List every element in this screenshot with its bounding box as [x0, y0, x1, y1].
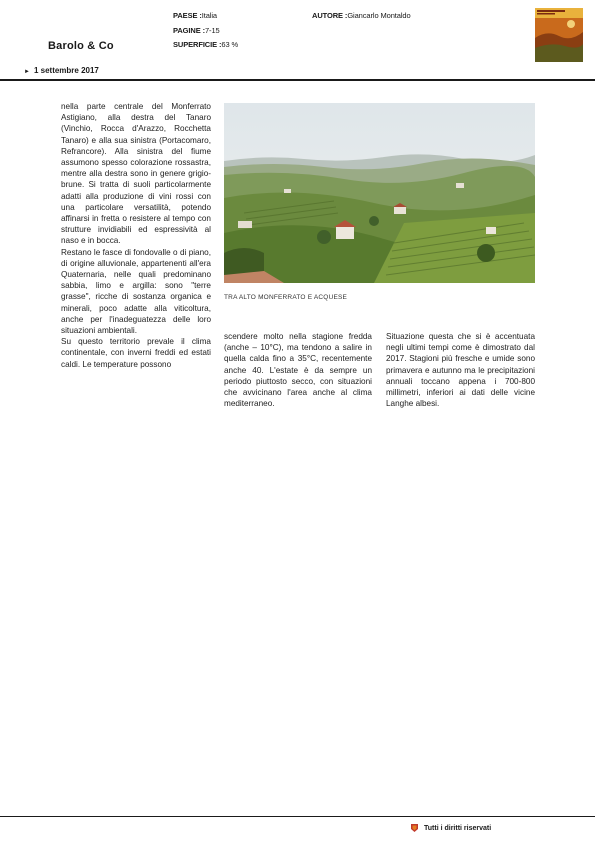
article-column-3 [386, 331, 535, 409]
article-column-2 [224, 331, 372, 409]
issue-date-row [24, 66, 99, 75]
meta-pagine [173, 26, 220, 35]
column-1-paragraph-1: nella parte centrale del Monferrato Astigiano, alla destra del Tanaro (Vinchio, Rocca d'Arazzo, Rocchetta Tanaro) e alla sua sinistra (Portacomaro, Refrancore). Alla sinistra del fiume assumono spesso colorazione rossastra, mentre alla destra sono in genere grigio-brune. Si tratta di suoli particolarmente adatti alla produzione di vini rossi con una particolare versatilità, potendo affinarsi in fretta o resistere al tempo con strutture invidiabili ed espressività al naso e in bocca. [61, 102, 211, 246]
rights-text: Tutti i diritti riservati [424, 824, 492, 832]
meta-pagine-label: PAGINE : [173, 26, 205, 35]
publication-name: Barolo & Co [48, 40, 114, 52]
meta-paese [173, 11, 217, 20]
triangle-right-icon: ► [24, 69, 30, 75]
meta-superficie-label: SUPERFICIE : [173, 40, 222, 49]
meta-autore [312, 11, 411, 20]
photo-caption: TRA ALTO MONFERRATO E ACQUESE [224, 294, 348, 301]
footer-rights [411, 824, 491, 832]
meta-pagine-value: 7-15 [204, 26, 220, 35]
meta-superficie [173, 40, 238, 49]
meta-autore-label: AUTORE : [312, 11, 348, 20]
meta-paese-label: PAESE : [173, 11, 202, 20]
issue-date: 1 settembre 2017 [33, 66, 99, 75]
meta-paese-value: Italia [201, 11, 218, 20]
magazine-cover-thumbnail [535, 8, 583, 62]
header-divider [0, 79, 595, 81]
footer-divider [0, 816, 595, 817]
column-1-paragraph-3: Su questo territorio prevale il clima continentale, con inverni freddi ed estati caldi. Le temperature possono [61, 337, 211, 369]
meta-superficie-value: 63 % [221, 40, 239, 49]
column-2-paragraph: scendere molto nella stagione fredda (anche – 10°C), ma tendono a salire in quella calda fino a 35°C, recentemente anche 40. L'estate è da sempre un periodo piuttosto secco, con situazioni che avvicinano l'area anche al clima mediterraneo. [224, 332, 372, 409]
kiosque-logo-icon [411, 824, 418, 832]
column-1-paragraph-2: Restano le fasce di fondovalle o di piano, di origine alluvionale, appartenenti all'era Quaternaria, nelle quali predominano sabbia, limo e argilla: sono "terre grasse", ricche di sostanza organica e minerali, poco adatte alla viticoltura, anche per l'inadeguatezza delle loro situazioni ambientali. [61, 247, 211, 336]
landscape-photo [224, 103, 535, 283]
meta-autore-value: Giancarlo Montaldo [347, 11, 411, 20]
column-3-paragraph: Situazione questa che si è accentuata negli ultimi tempi come è dimostrato dal 2017. Stagioni più fresche e umide sono primavera e autunno ma le precipitazioni annuali toccano appena i 700-800 millimetri, inferiori ai dati delle vicine Langhe albesi. [386, 332, 535, 409]
article-column-1 [61, 101, 211, 370]
